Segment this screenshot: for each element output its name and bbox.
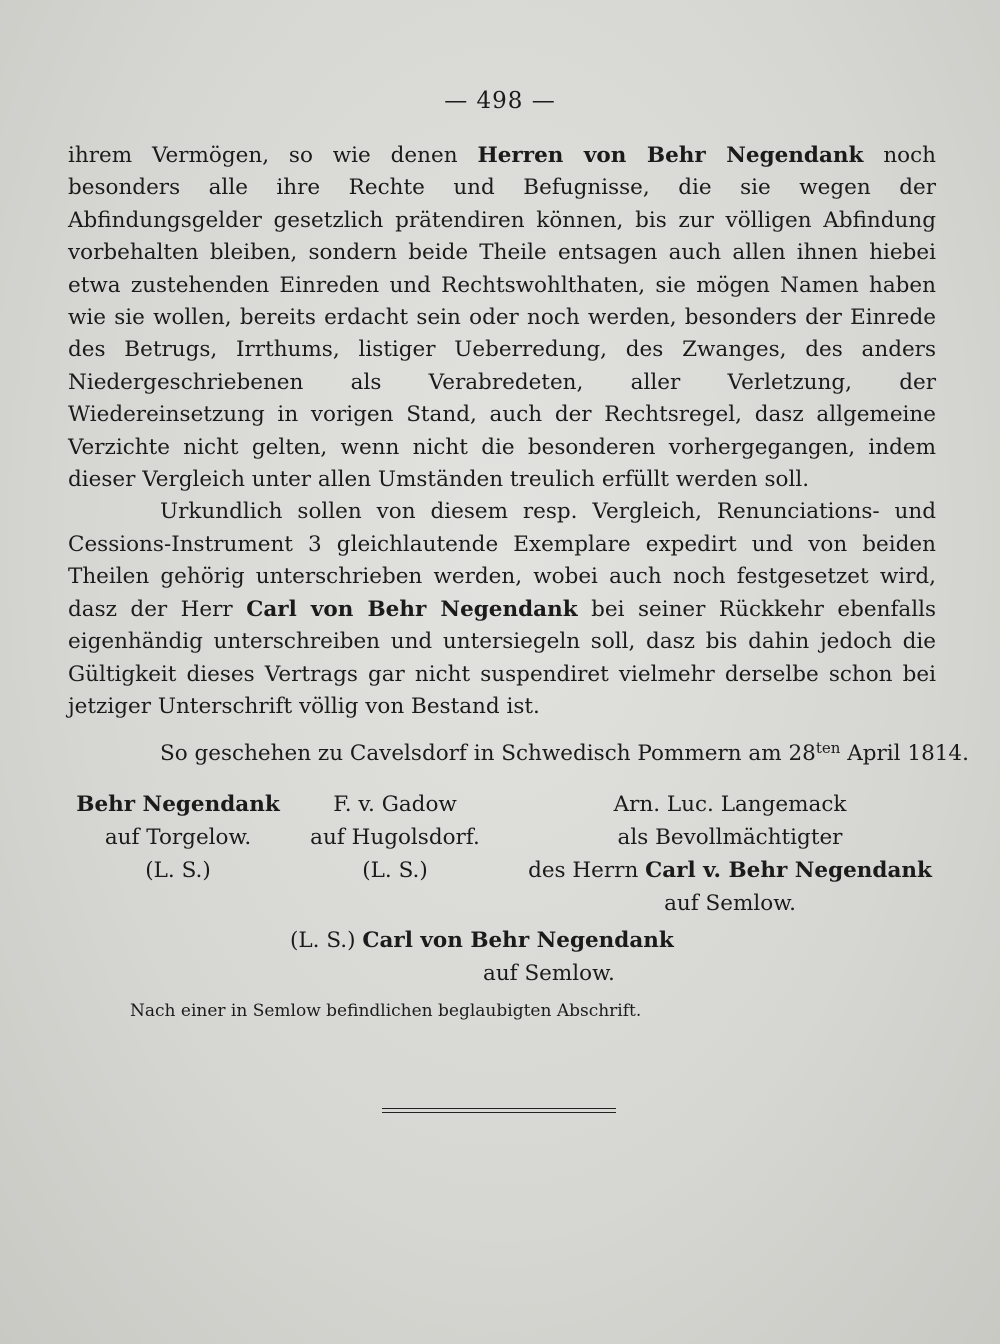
paragraph-1-text-a: ihrem Vermögen, so wie denen: [68, 143, 478, 168]
signature-name: Arn. Luc. Langemack: [613, 792, 847, 817]
signature-seal: (L. S.): [290, 928, 363, 953]
source-note: Nach einer in Semlow befindlichen beglaubigten Abschrift.: [130, 1001, 642, 1021]
date-line-text: So geschehen zu Cavelsdorf in Schwedisch Pommern am 28: [160, 741, 816, 766]
signature-place: auf Semlow.: [483, 961, 615, 986]
signature-principal-line: [515, 854, 945, 887]
signature-name: Carl von Behr Negendank: [362, 928, 674, 953]
paragraph-1-text-b: noch besonders alle ihre Rechte und Befugnisse, die sie wegen der Abfindungsgelder gesetzlich prätendiren können, bis zur völligen Abfindung vorbehalten bleiben, sondern beide Theile entsagen auch allen ihnen hiebei etwa zustehenden Einreden und Rechtswohlthaten, sie mögen Namen haben wie sie wollen, bereits erdacht sein oder noch werden, besonders der Einrede des Betrugs, Irrthums, listiger Ueberredung, des Zwanges, des anders Niedergeschriebenen als Verabredeten, aller Verletzung, der Wiedereinsetzung in vorigen Stand, auch der Rechtsregel, dasz allgemeine Verzichte nicht gelten, wenn nicht die besonderen vorhergegangen, indem dieser Vergleich unter allen Umständen treulich erfüllt werden soll.: [68, 143, 936, 493]
paragraph-2-bold-name: Carl von Behr Negendank: [246, 596, 578, 622]
signature-role: als Bevollmächtigter: [617, 825, 843, 850]
signature-langemack: [515, 788, 945, 920]
signature-behr-negendank: [68, 788, 288, 887]
paragraph-1: [68, 140, 936, 496]
page-number: — 498 —: [444, 88, 556, 114]
paragraph-2: [68, 496, 936, 723]
signature-seal: (L. S.): [145, 858, 211, 883]
signature-principal: Carl v. Behr Negendank: [645, 858, 932, 883]
double-rule-divider: [382, 1108, 616, 1113]
date-line: [160, 738, 969, 770]
signature-place: auf Semlow.: [664, 891, 796, 916]
paragraph-2-text-b: bei seiner Rückkehr ebenfalls eigenhändig unterschreiben und untersiegeln soll, dasz bis dahin jedoch die Gültigkeit dieses Vertrags gar nicht suspendiret vielmehr derselbe schon bei jetziger Unterschrift völlig von Bestand ist.: [68, 596, 937, 719]
signature-carl-von-behr-negendank: [290, 924, 710, 990]
signature-prefix: des Herrn: [528, 858, 646, 883]
signature-place: auf Torgelow.: [104, 825, 252, 850]
signature-name: F. v. Gadow: [333, 792, 457, 817]
signature-seal: (L. S.): [362, 858, 428, 883]
body-text: [68, 140, 936, 723]
signature-gadow: [295, 788, 495, 887]
signature-place: auf Hugolsdorf.: [310, 825, 480, 850]
date-line-superscript: ten: [815, 739, 841, 757]
date-line-year: April 1814.: [840, 741, 969, 766]
paragraph-1-bold-name: Herren von Behr Negendank: [477, 143, 864, 168]
signature-name: Behr Negendank: [76, 792, 280, 817]
paragraph-2-text-a: Urkundlich sollen von diesem resp. Vergleich, Renunciations- und Cessions-Instrument 3 gleichlautende Exemplare expedirt und von beiden Theilen gehörig unterschrieben werden, wobei auch noch festgesetzet wird, dasz der Herr: [68, 499, 936, 622]
